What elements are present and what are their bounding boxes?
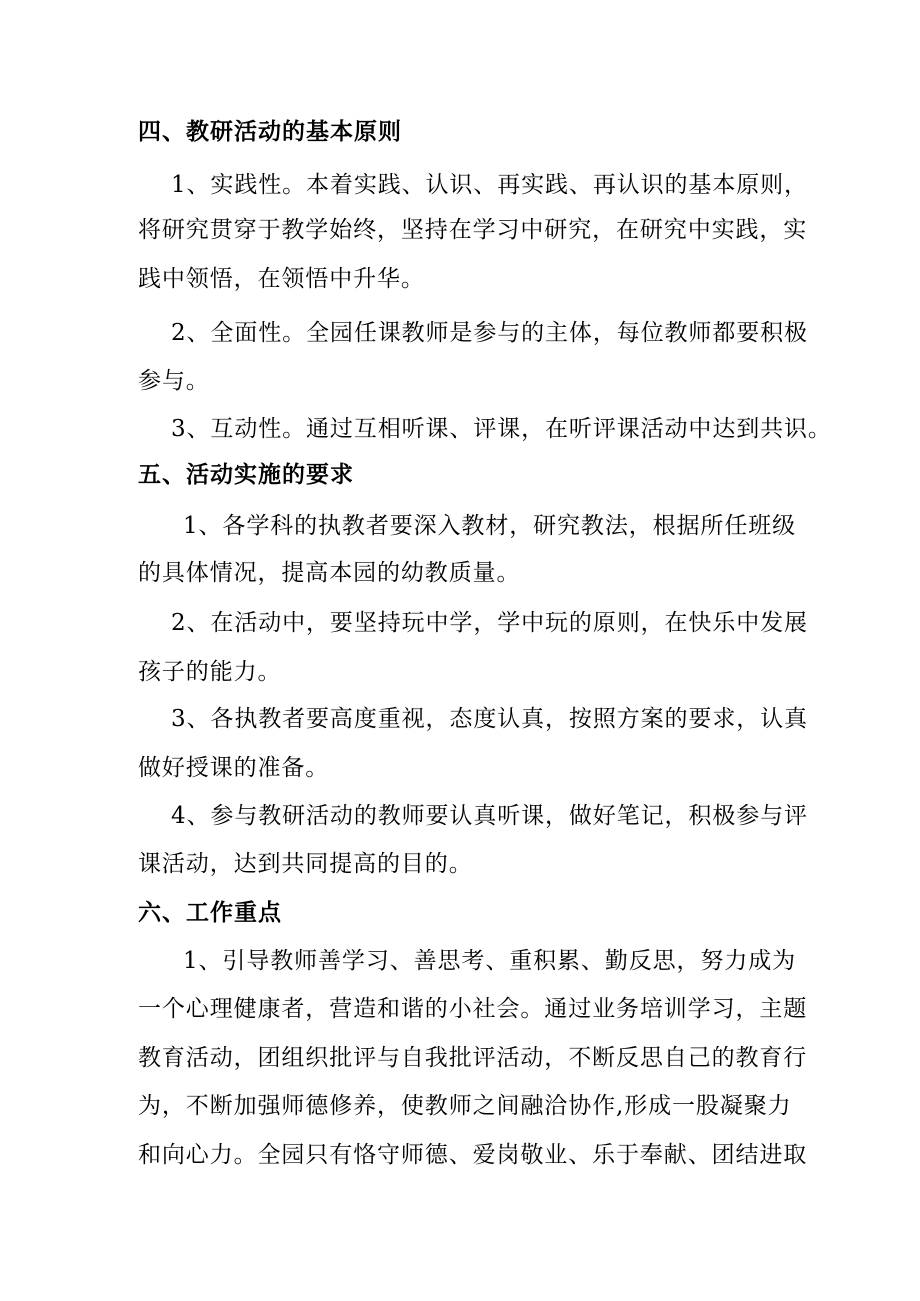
- paragraph-line: 3、各执教者要高度重视，态度认真，按照方案的要求，认真: [171, 706, 808, 732]
- paragraph-line: 践中领悟，在领悟中升华。: [138, 266, 425, 292]
- paragraph-line: 课活动，达到共同提高的目的。: [138, 851, 473, 877]
- paragraph-line: 一个心理健康者，营造和谐的小社会。通过业务培训学习，主题: [138, 996, 808, 1022]
- paragraph-line: 参与。: [138, 368, 210, 394]
- paragraph-line: 1、各学科的执教者要深入教材，研究教法，根据所任班级: [183, 513, 797, 539]
- paragraph-line: 孩子的能力。: [138, 659, 282, 685]
- paragraph-line: 教育活动，团组织批评与自我批评活动，不断反思自己的教育行: [138, 1045, 808, 1071]
- paragraph-line: 为，不断加强师德修养，使教师之间融洽协作,形成一股凝聚力: [138, 1093, 792, 1119]
- paragraph-line: 1、实践性。本着实践、认识、再实践、再认识的基本原则，: [171, 172, 808, 198]
- section-heading: 五、活动实施的要求: [138, 461, 354, 488]
- paragraph-line: 的具体情况，提高本园的幼教质量。: [138, 560, 521, 586]
- paragraph-line: 和向心力。全园只有恪守师德、爱岗敬业、乐于奉献、团结进取: [138, 1142, 808, 1168]
- paragraph-line: 2、在活动中，要坚持玩中学，学中玩的原则，在快乐中发展: [171, 610, 808, 636]
- paragraph-line: 做好授课的准备。: [138, 755, 330, 781]
- paragraph-line: 1、引导教师善学习、善思考、重积累、勤反思，努力成为: [183, 948, 797, 974]
- paragraph-line: 4、参与教研活动的教师要认真听课，做好笔记，积极参与评: [171, 803, 808, 829]
- paragraph-line: 将研究贯穿于教学始终，坚持在学习中研究，在研究中实践，实: [138, 217, 808, 243]
- section-heading: 四、教研活动的基本原则: [138, 118, 402, 145]
- paragraph-line: 3、互动性。通过互相听课、评课，在听评课活动中达到共识。: [171, 416, 832, 442]
- section-heading: 六、工作重点: [138, 899, 282, 926]
- paragraph-line: 2、全面性。全园任课教师是参与的主体，每位教师都要积极: [171, 320, 808, 346]
